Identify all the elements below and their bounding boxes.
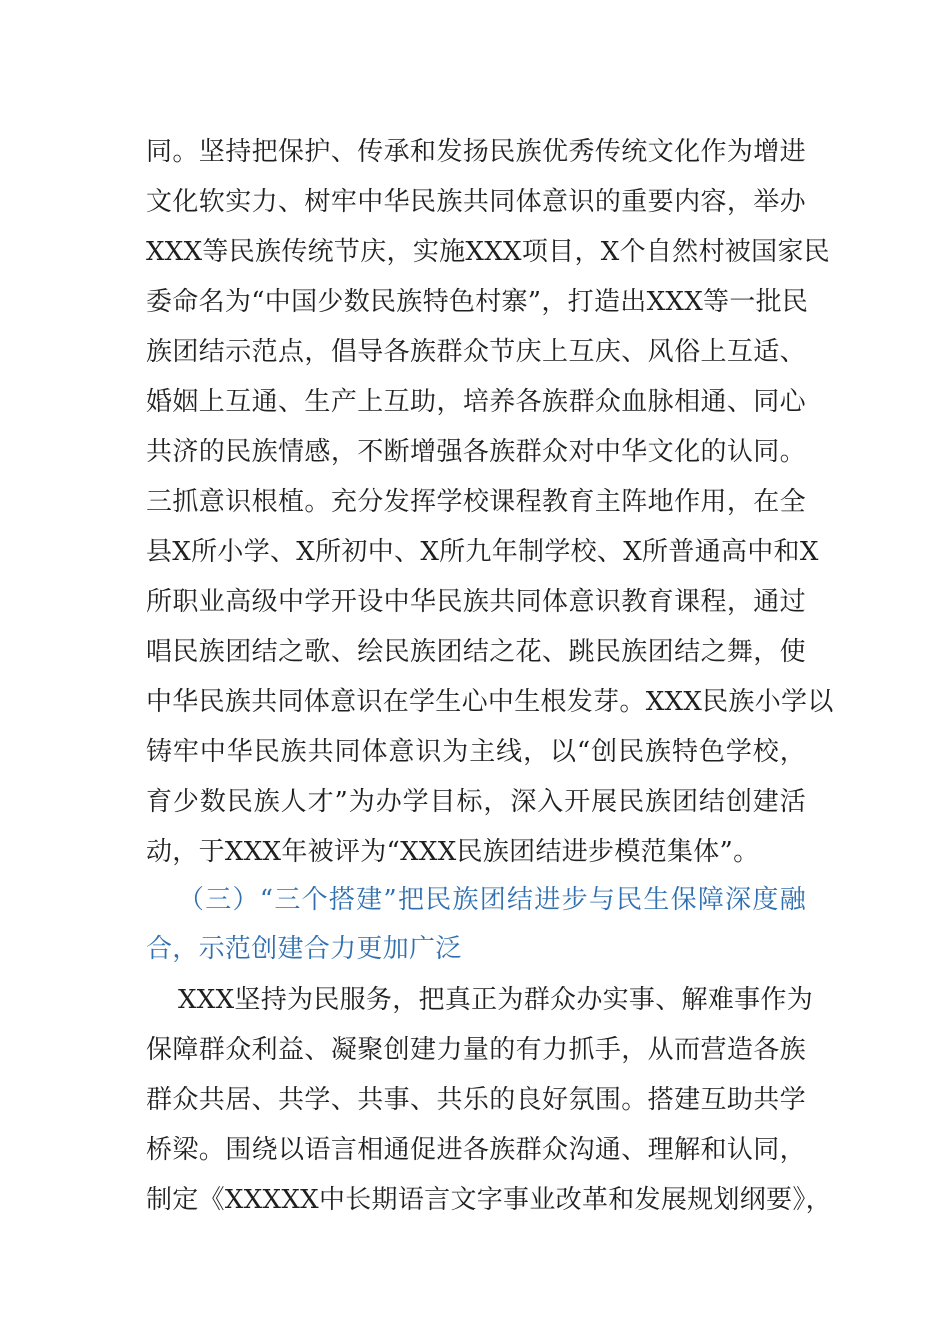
paragraph-line: 群众共居、共学、共事、共乐的良好氛围。搭建互助共学 — [146, 1085, 806, 1115]
section-heading-line: 合，示范创建合力更加广泛 — [146, 934, 462, 964]
paragraph-line: XXX等民族传统节庆，实施XXX项目，X个自然村被国家民 — [146, 237, 830, 267]
paragraph-line: 婚姻上互通、生产上互助，培养各族群众血脉相通、同心 — [146, 387, 806, 417]
paragraph-line: 制定《XXXXX中长期语言文字事业改革和发展规划纲要》， — [146, 1185, 832, 1215]
paragraph-line: 所职业高级中学开设中华民族共同体意识教育课程，通过 — [146, 587, 806, 617]
paragraph-line: 育少数民族人才”为办学目标，深入开展民族团结创建活 — [146, 787, 806, 817]
paragraph-line: 共济的民族情感，不断增强各族群众对中华文化的认同。 — [146, 437, 806, 467]
paragraph-line: 保障群众利益、凝聚创建力量的有力抓手，从而营造各族 — [146, 1035, 806, 1065]
paragraph-line: 同。坚持把保护、传承和发扬民族优秀传统文化作为增进 — [146, 137, 806, 167]
paragraph-line: 三抓意识根植。充分发挥学校课程教育主阵地作用，在全 — [146, 487, 806, 517]
paragraph-line: 唱民族团结之歌、绘民族团结之花、跳民族团结之舞，使 — [146, 637, 806, 667]
paragraph-line: XXX坚持为民服务，把真正为群众办实事、解难事作为 — [178, 985, 814, 1015]
paragraph-line: 动，于XXX年被评为“XXX民族团结进步模范集体”。 — [146, 837, 760, 867]
paragraph-line: 桥梁。围绕以语言相通促进各族群众沟通、理解和认同， — [146, 1135, 806, 1165]
paragraph-line: 委命名为“中国少数民族特色村寨”，打造出XXX等一批民 — [146, 287, 809, 317]
paragraph-line: 族团结示范点，倡导各族群众节庆上互庆、风俗上互适、 — [146, 337, 806, 367]
paragraph-line: 县X所小学、X所初中、X所九年制学校、X所普通高中和X — [146, 537, 819, 567]
paragraph-line: 文化软实力、树牢中华民族共同体意识的重要内容，举办 — [146, 187, 806, 217]
paragraph-line: 铸牢中华民族共同体意识为主线，以“创民族特色学校， — [146, 737, 806, 767]
paragraph-line: 中华民族共同体意识在学生心中生根发芽。XXX民族小学以 — [146, 687, 834, 717]
section-heading-line: （三）“三个搭建”把民族团结进步与民生保障深度融 — [178, 885, 806, 915]
